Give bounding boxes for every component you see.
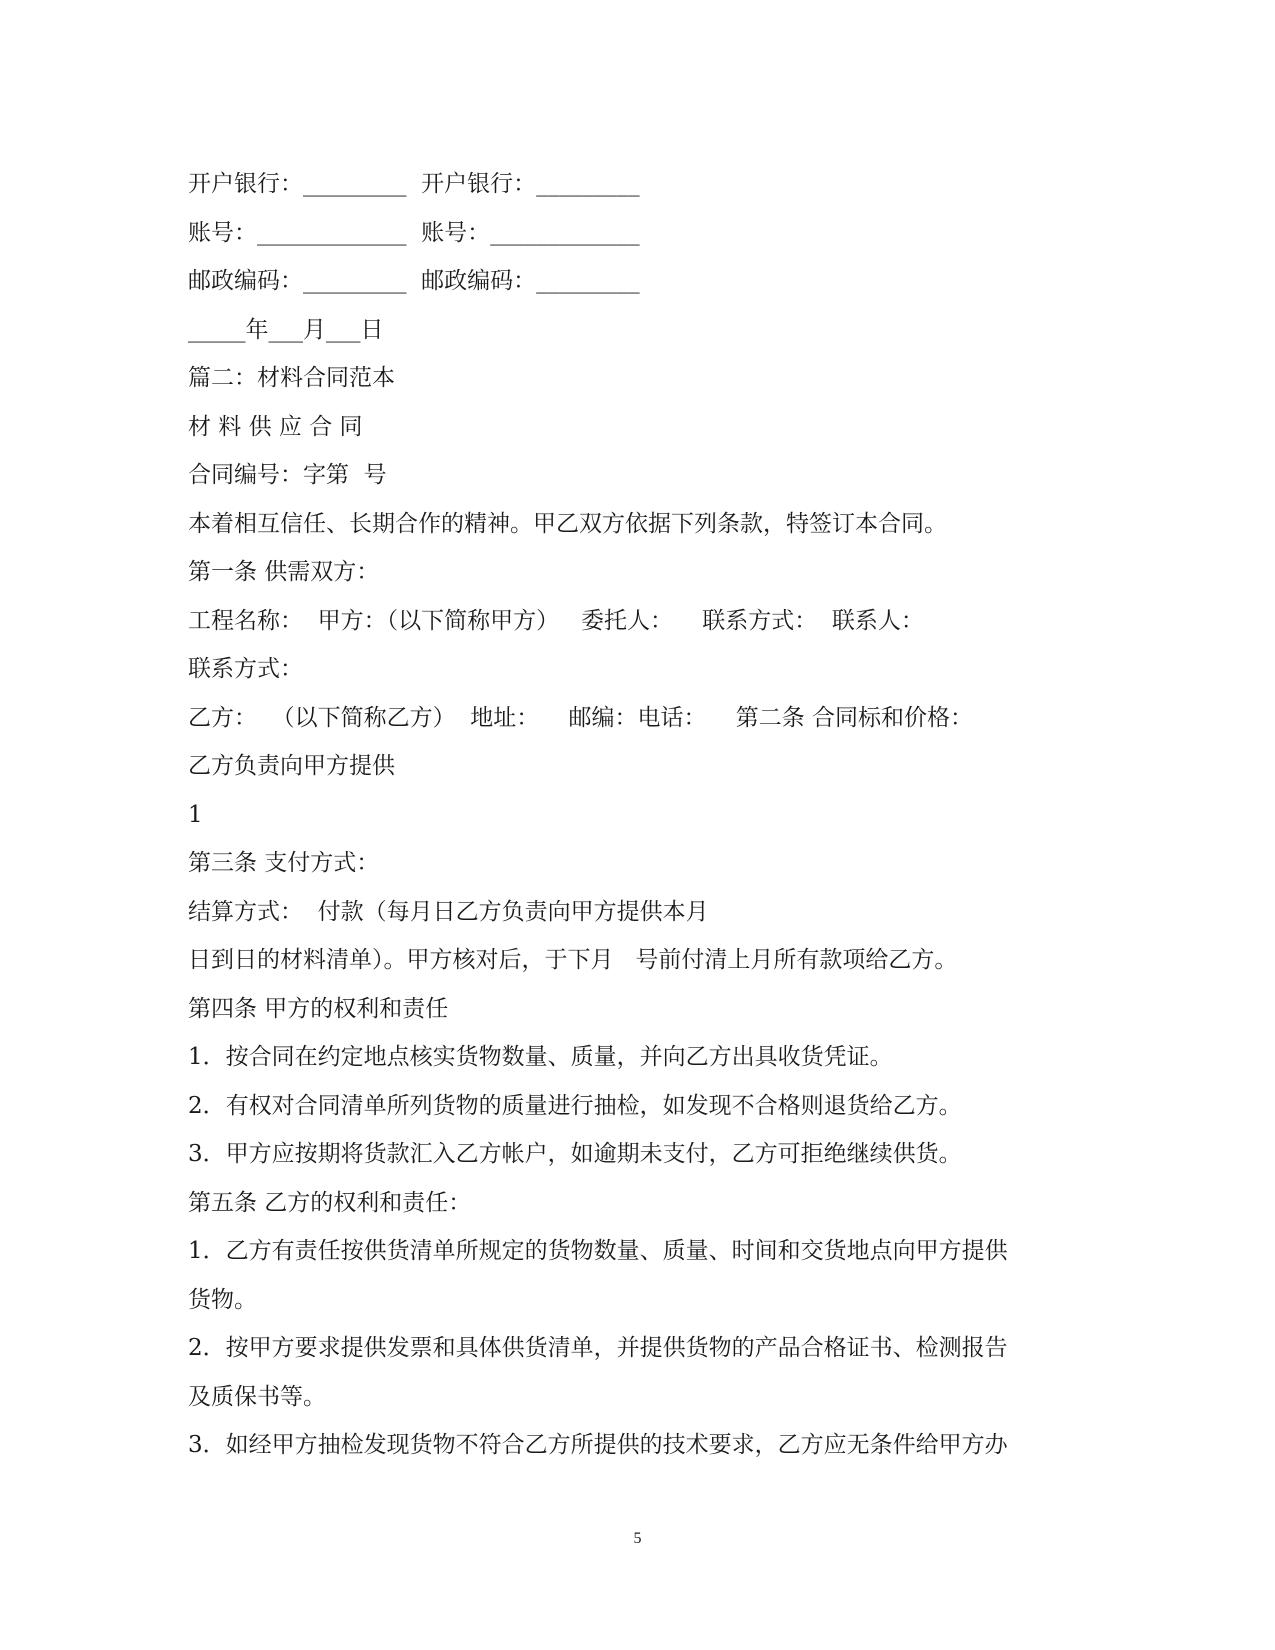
- article-1-heading: 第一条 供需双方：: [188, 559, 380, 585]
- article-5-item-3: 3．如经甲方抽检发现货物不符合乙方所提供的技术要求，乙方应无条件给甲方办: [188, 1432, 1008, 1458]
- article-5-item-1-cont: 货物。: [188, 1286, 257, 1313]
- article-4-item-2: 2．有权对合同清单所列货物的质量进行抽检，如发现不合格则退货给乙方。: [188, 1092, 962, 1119]
- contact-line: 联系方式：: [188, 656, 303, 682]
- contract-title: 材 料 供 应 合 同: [188, 413, 363, 440]
- settlement-line: 结算方式： 付款（每月日乙方负责向甲方提供本月: [188, 898, 709, 925]
- text-line-account: 账号：_____________ 账号：_____________: [188, 219, 640, 246]
- number-line: 1: [188, 801, 203, 828]
- document-body: [188, 160, 1088, 1470]
- contract-number: 合同编号：字第 号: [188, 462, 387, 488]
- article-3-heading: 第三条 支付方式：: [188, 850, 380, 876]
- article-5-item-2: 2．按甲方要求提供发票和具体供货清单，并提供货物的产品合格证书、检测报告: [188, 1335, 1008, 1361]
- party-b-line: 乙方： （以下简称乙方） 地址： 邮编：电话： 第二条 合同标和价格：: [188, 704, 974, 731]
- article-5-item-2-cont: 及质保书等。: [188, 1383, 326, 1410]
- article-4-heading: 第四条 甲方的权利和责任: [188, 995, 449, 1022]
- preamble: 本着相互信任、长期合作的精神。甲乙双方依据下列条款，特签订本合同。: [188, 510, 947, 537]
- party-a-line: 工程名称： 甲方：（以下简称甲方） 委托人： 联系方式： 联系人：: [188, 607, 924, 634]
- page-number: 5: [633, 1530, 642, 1547]
- supply-line: 乙方负责向甲方提供: [188, 753, 395, 779]
- settlement-line-cont: 日到日的材料清单）。甲方核对后，于下月 号前付清上月所有款项给乙方。: [188, 947, 958, 973]
- text-line-bank: 开户银行：_________ 开户银行：_________: [188, 171, 640, 197]
- text-line-date: _____年___月___日: [188, 316, 384, 343]
- article-5-heading: 第五条 乙方的权利和责任：: [188, 1189, 472, 1216]
- article-5-item-1: 1．乙方有责任按供货清单所规定的货物数量、质量、时间和交货地点向甲方提供: [188, 1238, 1008, 1264]
- section-heading: 篇二：材料合同范本: [188, 365, 395, 391]
- text-line-postcode: 邮政编码：_________ 邮政编码：_________: [188, 268, 640, 294]
- article-4-item-3: 3．甲方应按期将货款汇入乙方帐户，如逾期未支付，乙方可拒绝继续供货。: [188, 1141, 962, 1167]
- article-4-item-1: 1．按合同在约定地点核实货物数量、质量，并向乙方出具收货凭证。: [188, 1044, 893, 1070]
